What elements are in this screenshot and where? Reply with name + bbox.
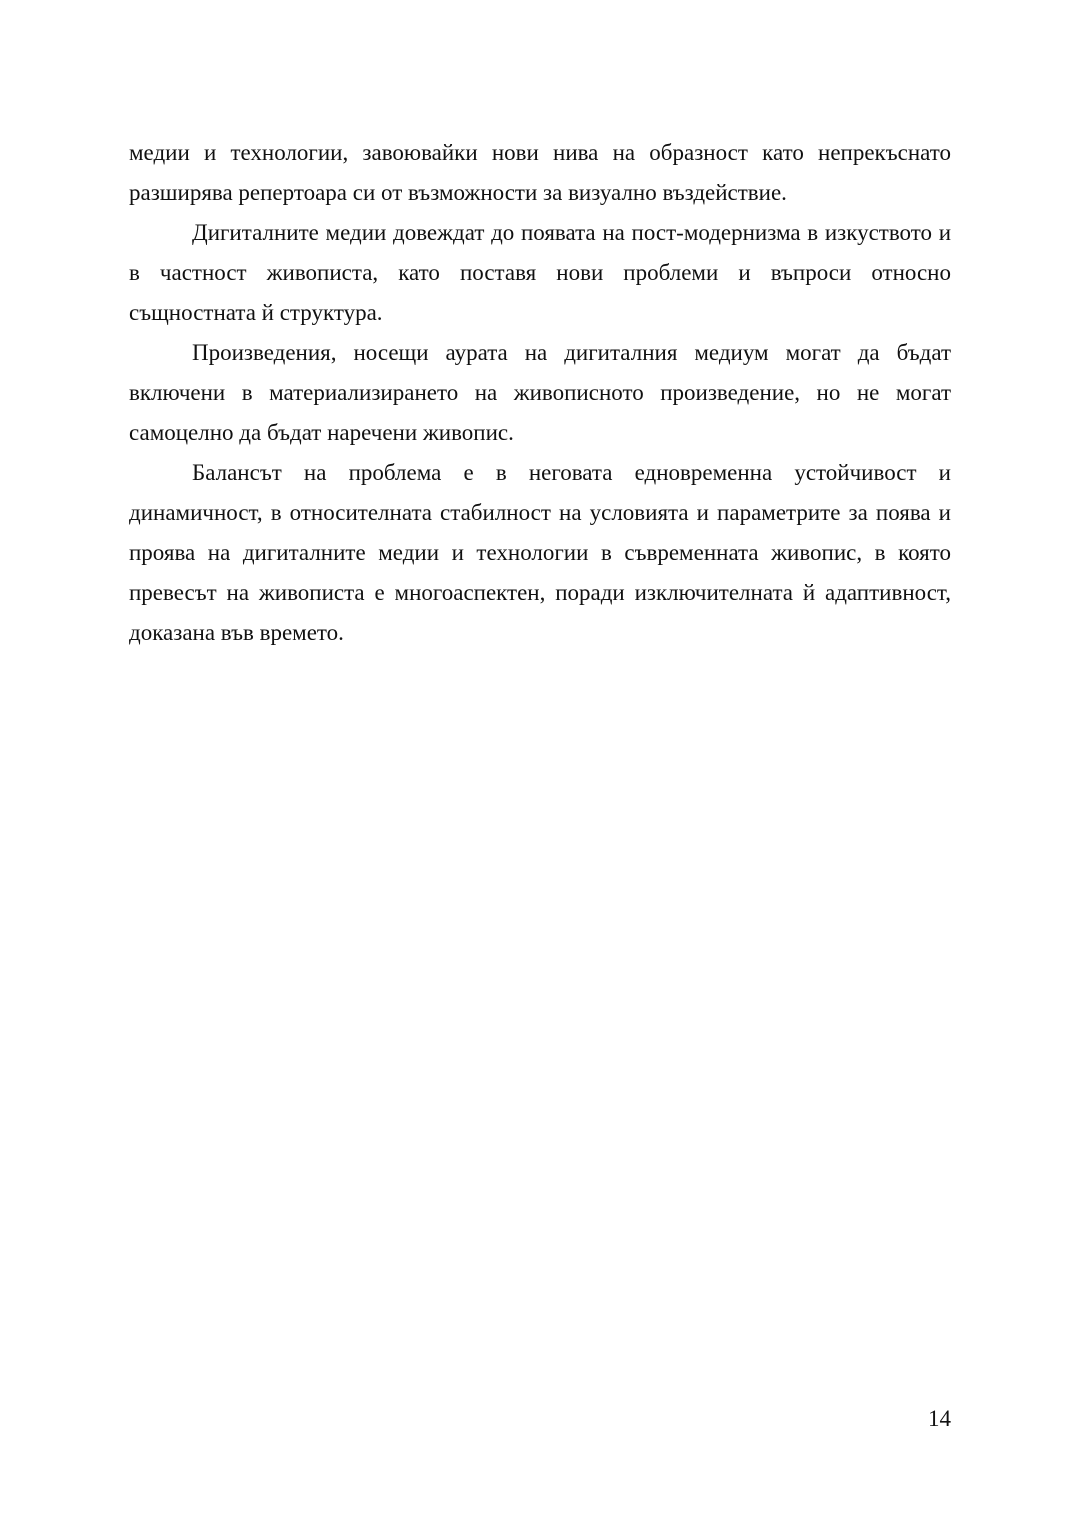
page-number: 14 (928, 1406, 951, 1431)
body-text (129, 133, 951, 653)
paragraph-1: медии и технологии, завоювайки нови нива на образност като непрекъснато разширява репертоара си от възможности за визуално въздействие. (129, 140, 951, 205)
paragraph-2: Дигиталните медии довеждат до появата на пост-модернизма в изкуството и в частност живописта, като поставя нови проблеми и въпроси относно същностната й структура. (129, 220, 951, 325)
paragraph-3: Произведения, носещи аурата на дигиталния медиум могат да бъдат включени в материализирането на живописното произведение, но не могат самоцелно да бъдат наречени живопис. (129, 340, 951, 445)
paragraph-4: Балансът на проблема е в неговата едновременна устойчивост и динамичност, в относителната стабилност на условията и параметрите за поява и проява на дигиталните медии и технологии в съвременната живопис, в която превесът на живописта е многоаспектен, поради изключителната й адаптивност, доказана във времето. (129, 460, 951, 645)
